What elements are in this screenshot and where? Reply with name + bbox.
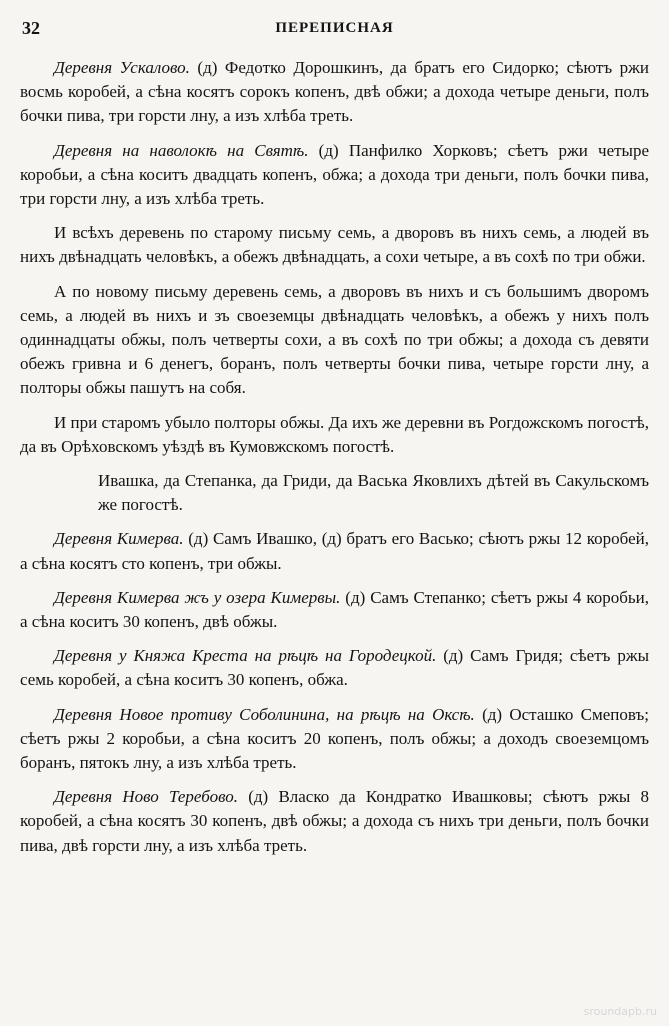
paragraph-text: (д) Федотко Дорошкинъ, да братъ его Сидорко; сѣютъ ржи восмь коробей, а сѣна косятъ сорокъ копенъ, двѣ обжи; а дохода четыре деньги, полъ бочки пива, три горсти лну, а изъ хлѣба треть. (20, 58, 649, 126)
paragraph-2 (20, 139, 649, 212)
paragraph-3 (20, 221, 649, 269)
paragraph-text: (д) Власко да Кондратко Ивашковы; сѣютъ ржы 8 коробей, а сѣна косятъ 30 копенъ, двѣ обжы; а дохода съ нихъ три деньги, полъ бочки пива, двѣ горсти лну, а изъ хлѣба треть. (20, 787, 649, 855)
place-name: Деревня Новое противу Соболинина, на рѣцѣ на Оксѣ. (54, 704, 475, 724)
place-name: Деревня Кимерва. (54, 529, 184, 549)
paragraph-text: И при старомъ убыло полторы обжы. Да ихъ же деревни въ Рогдожскомъ погостѣ, да въ Орѣховскомъ уѣздѣ въ Кумовжскомъ погостѣ. (20, 412, 649, 456)
paragraph-text: (д) Самъ Ивашко, (д) братъ его Васько; сѣютъ ржы 12 коробей, а сѣна косятъ сто копенъ, три обжы. (20, 529, 649, 573)
paragraph-9 (20, 644, 649, 692)
paragraph-text: Ивашка, да Степанка, да Гриди, да Васька Яковлихъ дѣтей въ Сакульскомъ же погостѣ. (98, 471, 649, 515)
paragraph-text: (д) Самъ Гридя; сѣетъ ржы семь коробей, а сѣна коситъ 30 копенъ, обжа. (20, 646, 649, 690)
paragraph-1 (20, 56, 649, 129)
paragraph-5 (20, 411, 649, 459)
paragraph-8 (20, 586, 649, 634)
place-name: Деревня на наволокѣ на Святѣ. (54, 140, 309, 160)
watermark: sroundapb.ru (583, 1005, 657, 1018)
document-body (20, 56, 649, 868)
paragraph-11 (20, 785, 649, 858)
paragraph-text: (д) Панфилко Хорковъ; сѣетъ ржи четыре коробьи, а сѣна коситъ двадцать копенъ, обжа; а дохода три деньги, полъ бочки пива, три горсти лну, а изъ хлѣба треть. (20, 140, 650, 209)
paragraph-text: И всѣхъ деревень по старому письму семь, а дворовъ въ нихъ семь, а людей въ нихъ двѣнадцать человѣкъ, а обежъ двѣнадцать, а сохи четыре, а въ сохѣ по три обжи. (20, 223, 649, 267)
place-name: Деревня Кимерва жъ у озера Кимервы. (54, 587, 341, 607)
place-name: Деревня Ново Теребово. (54, 787, 238, 807)
place-name: Деревня у Княжа Креста на рѣцѣ на Городецкой. (54, 646, 437, 666)
page-number: 32 (22, 18, 40, 38)
paragraph-text: (д) Самъ Степанко; сѣетъ ржы 4 коробьи, а сѣна коситъ 30 копенъ, двѣ обжы. (20, 587, 649, 632)
paragraph-text: А по новому письму деревень семь, а дворовъ въ нихъ и съ большимъ дворомъ семь, а людей въ нихъ и зъ своеземцы двѣнадцать человѣкъ, а обежъ у нихъ полъ одиннадцаты обжы, полъ четверты сохи, а въ сохѣ по три обжы; а дохода съ девяти обежъ гривна и 6 денегъ, боранъ, полъ четверты бочки пива, четыре горсти лну, а полторы обжы пашутъ на собя. (20, 281, 649, 398)
section-heading (20, 469, 649, 517)
paragraph-text: (д) Осташко Смеповъ; сѣетъ ржы 2 коробьи, а сѣна коситъ 20 копенъ, полъ обжы; а доходъ своеземцомъ боранъ, пятокъ лну, а изъ хлѣба треть. (20, 704, 649, 773)
paragraph-4 (20, 280, 649, 401)
paragraph-10 (20, 703, 649, 776)
place-name: Деревня Ускалово. (54, 58, 190, 77)
page-header (22, 18, 647, 42)
paragraph-7 (20, 527, 649, 575)
running-title: ПЕРЕПИСНАЯ (275, 20, 394, 36)
